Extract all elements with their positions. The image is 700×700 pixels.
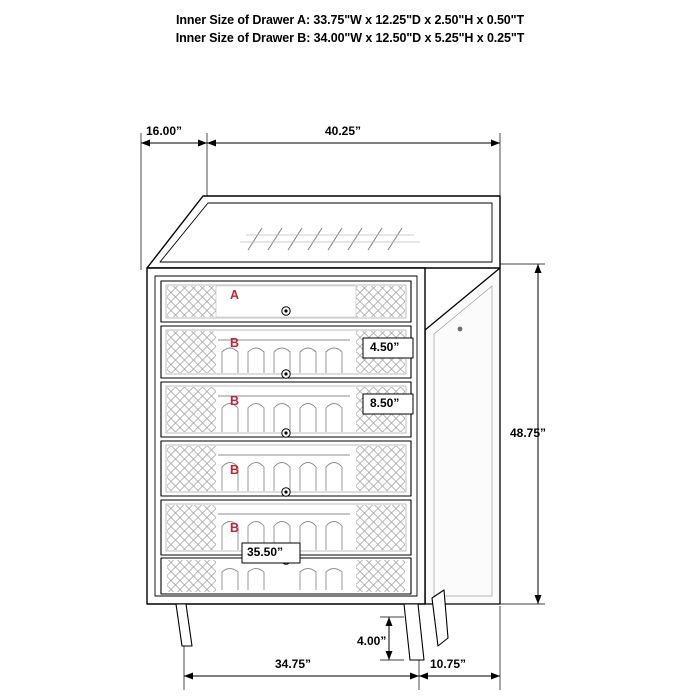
dim-drawer-b1: 4.50” [370, 340, 400, 354]
header-line-1: Inner Size of Drawer A: 33.75"W x 12.25"D x 2.50"H x 0.50"T [175, 13, 525, 27]
dim-drawer-b2: 8.50” [370, 396, 400, 410]
header-line-2: Inner Size of Drawer B: 34.00"W x 12.50"D x 5.25"H x 0.25"T [175, 31, 525, 45]
drawer-label-b2: B [230, 394, 240, 408]
dim-width-bottom: 34.75” [275, 657, 312, 671]
drawer-label-b1: B [230, 336, 240, 350]
drawer-label-b3: B [230, 463, 240, 477]
dim-leg-height: 4.00” [357, 634, 387, 648]
dim-front-width: 35.50” [247, 545, 284, 559]
dim-depth-bottom: 10.75” [430, 657, 467, 671]
drawer-label-a: A [230, 288, 240, 302]
dim-width-top: 40.25” [325, 124, 362, 138]
dim-depth-top: 16.00” [146, 124, 183, 138]
drawer-label-b4: B [230, 521, 240, 535]
dim-height-right: 48.75” [510, 426, 547, 440]
